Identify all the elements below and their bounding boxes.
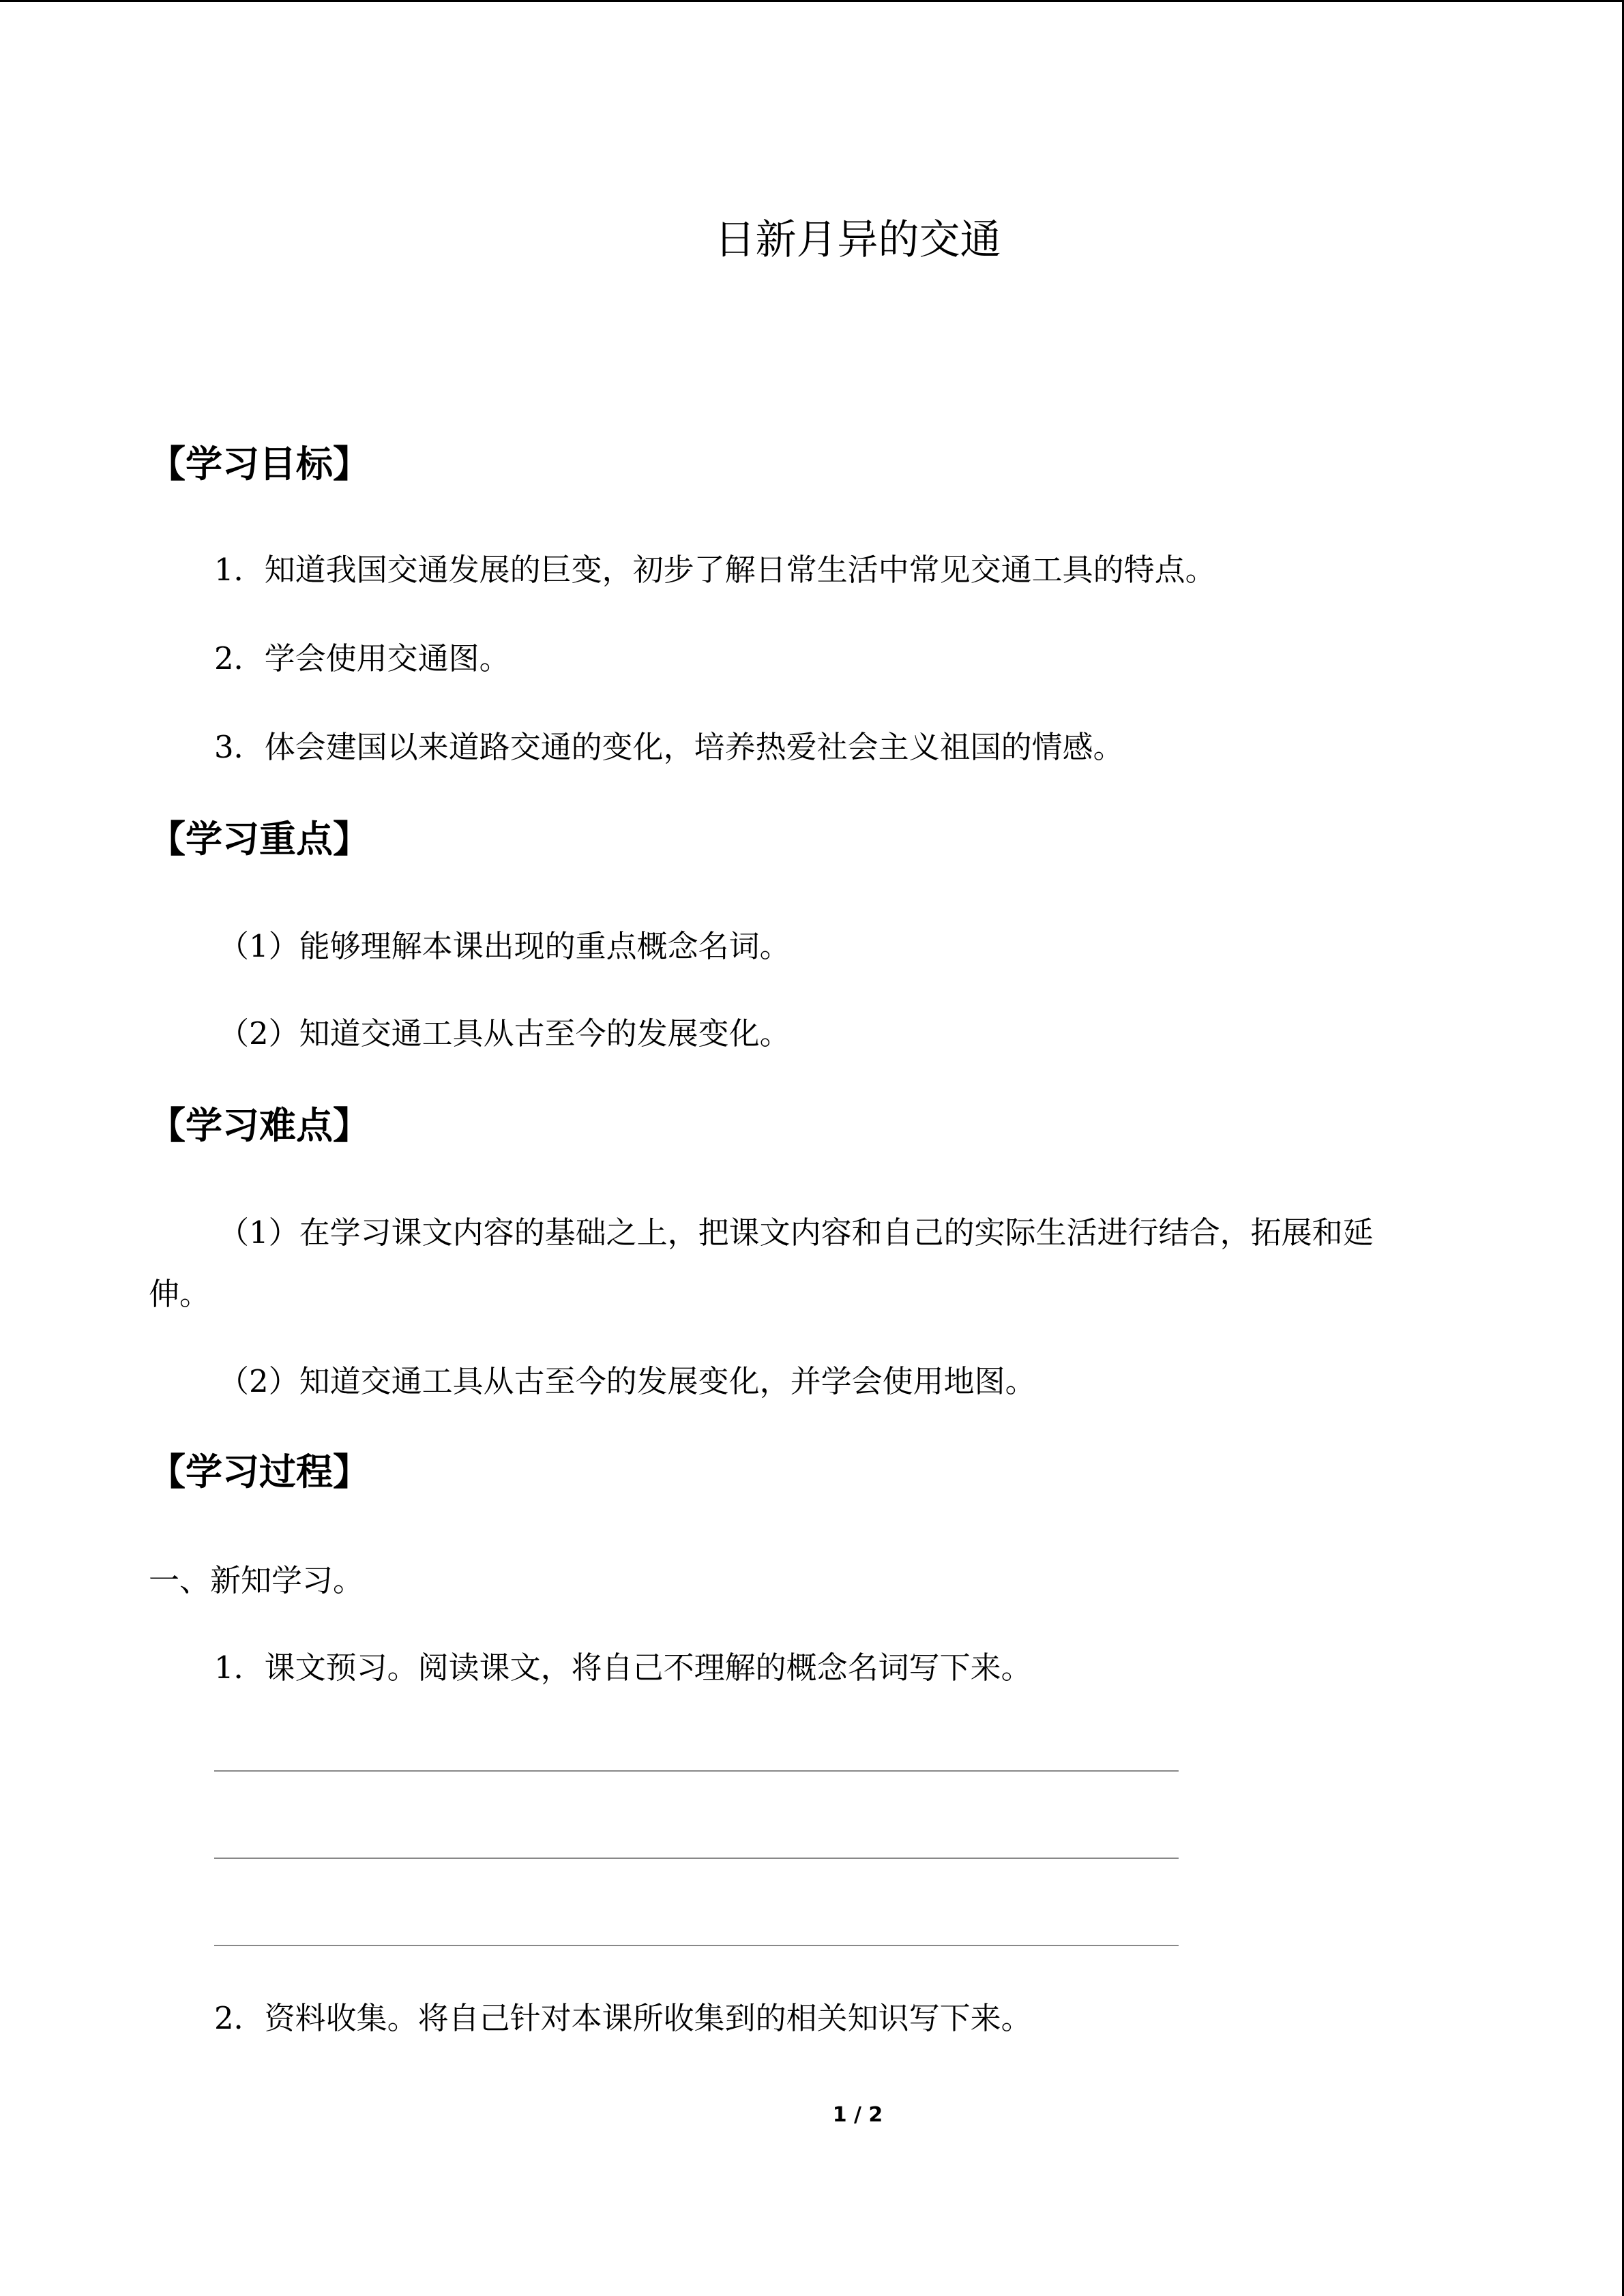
- answer-line-1[interactable]: [214, 1770, 1179, 1772]
- objective-item-1: 1．知道我国交通发展的巨变，初步了解日常生活中常见交通工具的特点。: [214, 552, 1216, 588]
- process-heading: 【学习过程】: [149, 1450, 370, 1493]
- page-border-top: [0, 0, 1624, 2]
- difficulty-item-1-line-2: 伸。: [149, 1276, 211, 1312]
- page-number: 1 / 2: [832, 2103, 883, 2127]
- difficulty-item-1-line-1: （1）在学习课文内容的基础之上，把课文内容和自己的实际生活进行结合，拓展和延: [218, 1214, 1374, 1251]
- task-1-preview: 1．课文预习。阅读课文，将自己不理解的概念名词写下来。: [214, 1650, 1032, 1686]
- task-2-collection: 2．资料收集。将自己针对本课所收集到的相关知识写下来。: [214, 2000, 1032, 2036]
- page-title: 日新月异的交通: [714, 216, 1001, 264]
- key-point-item-1: （1）能够理解本课出现的重点概念名词。: [218, 928, 791, 964]
- objective-item-2: 2．学会使用交通图。: [214, 640, 510, 676]
- section-new-knowledge: 一、新知学习。: [149, 1562, 364, 1598]
- answer-line-3[interactable]: [214, 1945, 1179, 1946]
- objective-item-3: 3．体会建国以来道路交通的变化，培养热爱社会主义祖国的情感。: [214, 729, 1124, 765]
- difficulties-heading: 【学习难点】: [149, 1104, 370, 1147]
- key-point-item-2: （2）知道交通工具从古至今的发展变化。: [218, 1015, 791, 1052]
- answer-line-2[interactable]: [214, 1858, 1179, 1859]
- objectives-heading: 【学习目标】: [149, 443, 370, 486]
- key-points-heading: 【学习重点】: [149, 818, 370, 861]
- difficulty-item-2: （2）知道交通工具从古至今的发展变化，并学会使用地图。: [218, 1363, 1036, 1399]
